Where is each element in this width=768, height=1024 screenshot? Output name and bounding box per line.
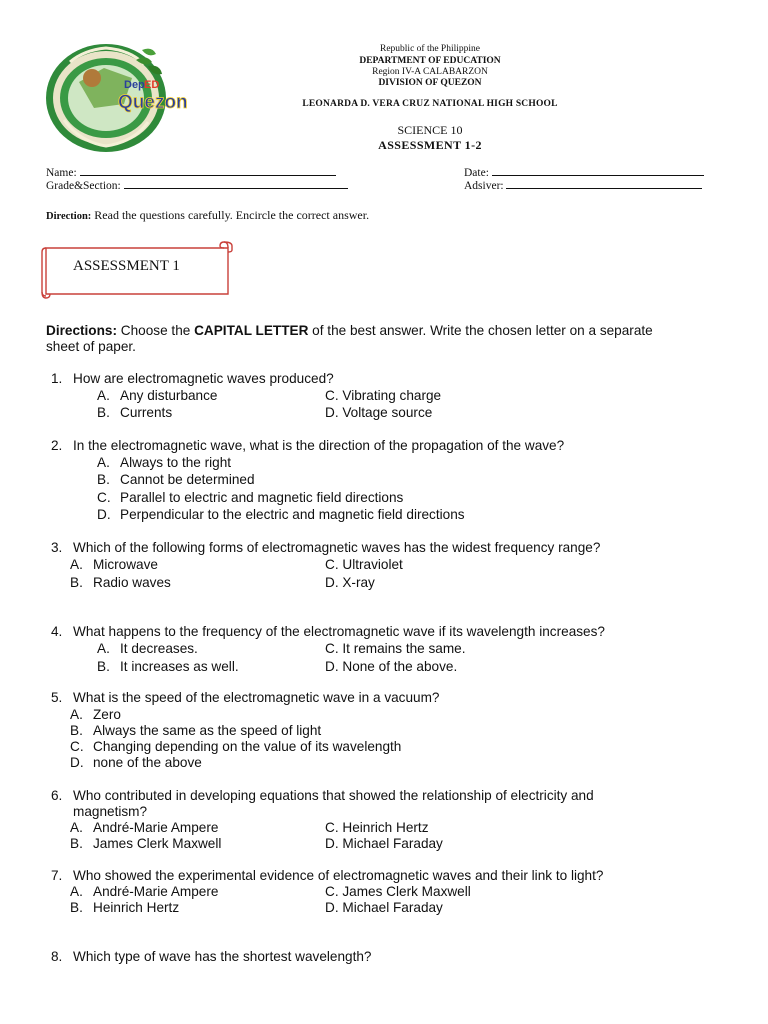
school-name: LEONARDA D. VERA CRUZ NATIONAL HIGH SCHOOL — [302, 99, 558, 109]
option-choice[interactable]: C. Ultraviolet — [325, 557, 403, 572]
option-letter[interactable]: B. — [97, 405, 110, 420]
question-text: In the electromagnetic wave, what is the direction of the propagation of the wave? — [73, 438, 565, 453]
option-text[interactable]: It decreases. — [120, 641, 198, 656]
option-text[interactable]: none of the above — [93, 755, 202, 770]
option-letter[interactable]: D. — [97, 507, 111, 522]
question-text: Who showed the experimental evidence of electromagnetic waves and their link to light? — [73, 868, 604, 883]
adviser-label: Adsiver: — [464, 180, 504, 192]
option-text[interactable]: Parallel to electric and magnetic field directions — [120, 490, 404, 505]
option-letter[interactable]: B. — [97, 472, 110, 487]
directions-paragraph-line2: sheet of paper. — [46, 339, 136, 354]
option-choice[interactable]: D. Michael Faraday — [325, 836, 443, 851]
question-text: Which of the following forms of electromagnetic waves has the widest frequency range? — [73, 540, 601, 555]
subject-title: SCIENCE 10 — [397, 123, 463, 137]
direction-label: Direction: — [46, 211, 92, 222]
question-text: What is the speed of the electromagnetic wave in a vacuum? — [73, 690, 440, 705]
option-letter[interactable]: B. — [70, 723, 83, 738]
question-number: 6. — [51, 788, 63, 803]
adviser-blank-line[interactable] — [506, 179, 702, 189]
option-letter[interactable]: C. — [70, 739, 84, 754]
question-text: Which type of wave has the shortest wavelength? — [73, 949, 372, 964]
grade-section-field[interactable] — [46, 179, 348, 192]
question-number: 4. — [51, 624, 63, 639]
name-label: Name: — [46, 167, 77, 179]
option-text[interactable]: Radio waves — [93, 575, 171, 590]
option-text[interactable]: It increases as well. — [120, 659, 239, 674]
option-choice[interactable]: D. Michael Faraday — [325, 900, 443, 915]
option-choice[interactable]: D. Voltage source — [325, 405, 433, 420]
option-letter[interactable]: B. — [70, 900, 83, 915]
grade-section-blank-line[interactable] — [124, 179, 348, 189]
grade-section-label: Grade&Section: — [46, 180, 121, 192]
question-text: How are electromagnetic waves produced? — [73, 371, 334, 386]
directions-text-a: Choose the — [117, 323, 195, 338]
option-text[interactable]: Currents — [120, 405, 173, 420]
question-number: 3. — [51, 540, 63, 555]
region-line: Region IV-A CALABARZON — [372, 67, 488, 77]
option-text[interactable]: Any disturbance — [120, 388, 218, 403]
option-letter[interactable]: A. — [97, 388, 110, 403]
question-number: 5. — [51, 690, 63, 705]
option-choice[interactable]: D. None of the above. — [325, 659, 458, 674]
option-choice[interactable]: C. It remains the same. — [325, 641, 466, 656]
option-letter[interactable]: A. — [70, 557, 83, 572]
option-letter[interactable]: A. — [70, 707, 83, 722]
option-letter[interactable]: A. — [70, 884, 83, 899]
option-text[interactable]: Zero — [93, 707, 121, 722]
directions-label: Directions: — [46, 323, 118, 338]
option-choice[interactable]: C. Vibrating charge — [325, 388, 442, 403]
svg-text:Dep: Dep — [124, 79, 145, 91]
svg-text:ED: ED — [144, 79, 160, 91]
school-seal-logo — [44, 42, 188, 154]
question-text-cont: magnetism? — [73, 804, 148, 819]
option-letter[interactable]: B. — [97, 659, 110, 674]
direction-text: Read the questions carefully. Encircle the correct answer. — [91, 208, 370, 222]
option-letter[interactable]: A. — [97, 455, 110, 470]
option-choice[interactable]: C. Heinrich Hertz — [325, 820, 429, 835]
direction-line — [46, 208, 369, 223]
option-text[interactable]: André-Marie Ampere — [93, 820, 219, 835]
division-line: DIVISION OF QUEZON — [378, 78, 482, 88]
option-text[interactable]: Microwave — [93, 557, 158, 572]
name-blank-line[interactable] — [80, 166, 336, 176]
option-text[interactable]: Perpendicular to the electric and magnetic field directions — [120, 507, 465, 522]
capital-letter-emphasis: CAPITAL LETTER — [194, 323, 309, 338]
banner-title: ASSESSMENT 1 — [73, 258, 180, 274]
date-blank-line[interactable] — [492, 166, 704, 176]
option-choice[interactable]: D. X-ray — [325, 575, 375, 590]
name-field[interactable] — [46, 166, 336, 179]
question-text: Who contributed in developing equations that showed the relationship of electricity and — [73, 788, 594, 803]
question-number: 7. — [51, 868, 63, 883]
date-label: Date: — [464, 167, 489, 179]
option-text[interactable]: Cannot be determined — [120, 472, 255, 487]
option-choice[interactable]: C. James Clerk Maxwell — [325, 884, 471, 899]
option-letter[interactable]: A. — [97, 641, 110, 656]
directions-text-b: of the best answer. Write the chosen letter on a separate — [308, 323, 653, 338]
republic-line: Republic of the Philippine — [379, 44, 480, 54]
assessment-title: ASSESSMENT 1-2 — [378, 138, 482, 152]
option-text[interactable]: André-Marie Ampere — [93, 884, 219, 899]
option-text[interactable]: James Clerk Maxwell — [93, 836, 222, 851]
svg-text:Quezon: Quezon — [118, 92, 188, 113]
option-letter[interactable]: B. — [70, 836, 83, 851]
question-number: 8. — [51, 949, 63, 964]
directions-paragraph — [46, 323, 653, 338]
question-text: What happens to the frequency of the electromagnetic wave if its wavelength increases? — [73, 624, 605, 639]
option-text[interactable]: Changing depending on the value of its wavelength — [93, 739, 402, 754]
option-text[interactable]: Always the same as the speed of light — [93, 723, 322, 738]
adviser-field[interactable] — [464, 179, 702, 192]
option-letter[interactable]: D. — [70, 755, 84, 770]
date-field[interactable] — [464, 166, 704, 179]
option-letter[interactable]: B. — [70, 575, 83, 590]
option-letter[interactable]: A. — [70, 820, 83, 835]
option-text[interactable]: Heinrich Hertz — [93, 900, 180, 915]
question-number: 2. — [51, 438, 63, 453]
department-line: DEPARTMENT OF EDUCATION — [359, 56, 501, 66]
question-number: 1. — [51, 371, 63, 386]
option-text[interactable]: Always to the right — [120, 455, 232, 470]
option-letter[interactable]: C. — [97, 490, 111, 505]
